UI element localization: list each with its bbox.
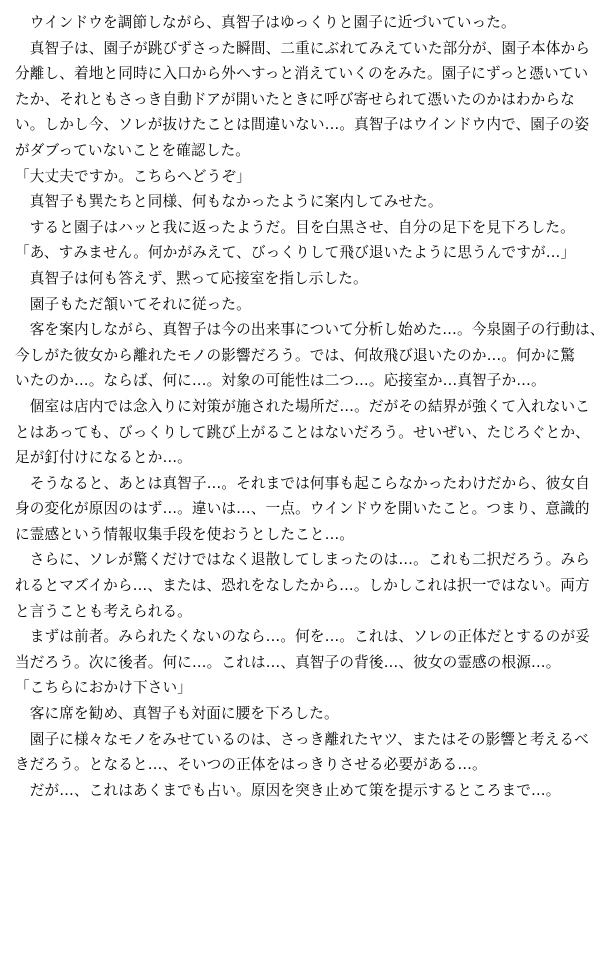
text-line: と言うことも考えられる。 (15, 602, 192, 620)
text-line: さらに、ソレが驚くだけではなく退散してしまったのは…。これも二択だろう。みら (15, 551, 591, 569)
text-line: たか、それともさっき自動ドアが開いたときに呼び寄せられて憑いたのかはわからな (15, 90, 575, 108)
text-line: 「こちらにおかけ下さい」 (15, 679, 192, 697)
text-line: そうなると、あとは真智子…。それまでは何事も起こらなかったわけだから、彼女自 (15, 474, 591, 492)
text-line: とはあっても、びっくりして跳び上がることはないだろう。せいぜい、たじろぐとか、 (15, 423, 590, 441)
text-line: 個室は店内では念入りに対策が施された場所だ…。だがその結界が強くて入れないこ (15, 397, 591, 415)
text-line: ウインドウを調節しながら、真智子はゆっくりと園子に近づいていった。 (15, 14, 516, 31)
text-line: 分離し、着地と同時に入口から外へすっと消えていくのをみた。園子にずっと憑いてい (15, 65, 589, 83)
text-line: 当だろう。次に後者。何に…。これは…、真智子の背後…、彼女の霊感の根源…。 (15, 653, 561, 671)
text-line: れるとマズイから…、または、恐れをなしたから…。しかしこれは択一ではない。両方 (15, 577, 590, 595)
text-line: 真智子は、園子が跳びずさった瞬間、二重にぶれてみえていた部分が、園子本体から (15, 39, 591, 57)
text-line: 「大丈夫ですか。こちらへどうぞ」 (15, 167, 251, 185)
text-line: 真智子は何も答えず、黙って応接室を指し示した。 (15, 269, 368, 287)
text-line: 身の変化が原因のはず…。違いは…、一点。ウインドウを開いたこと。つまり、意識的 (15, 500, 590, 518)
text-line: すると園子はハッと我に返ったようだ。目を白黒させ、自分の足下を見下ろした。 (15, 218, 575, 236)
text-line: 園子もただ頷いてそれに従った。 (15, 295, 251, 313)
text-line: 「あ、すみません。何かがみえて、びっくりして飛び退いたように思うんですが…」 (15, 244, 576, 262)
text-line: いたのか…。ならば、何に…。対象の可能性は二つ…。応接室か…真智子か…。 (15, 372, 546, 390)
text-line: きだろう。となると…、そいつの正体をはっきりさせる必要がある…。 (15, 756, 487, 774)
text-line: だが…、これはあくまでも占い。原因を突き止めて策を提示するところまで…。 (15, 781, 561, 799)
text-line: がダブっていないことを確認した。 (15, 141, 251, 159)
text-line: 足が釘付けになるとか…。 (15, 449, 192, 467)
text-line: 客に席を勧め、真智子も対面に腰を下ろした。 (15, 705, 339, 723)
text-line: に霊感という情報収集手段を使おうとしたこと…。 (15, 525, 355, 543)
text-line: まずは前者。みられたくないのなら…。何を…。これは、ソレの正体だとするのが妥 (15, 628, 591, 646)
text-line: い。しかし今、ソレが抜けたことは間違いない…。真智子はウインドウ内で、園子の姿 (15, 116, 590, 134)
text-line: 園子に様々なモノをみせているのは、さっき離れたヤツ、またはその影響と考えるべ (15, 730, 589, 748)
text-line: 真智子も巽たちと同様、何もなかったように案内してみせた。 (15, 193, 443, 211)
text-line: 客を案内しながら、真智子は今の出来事について分析し始めた…。今泉園子の行動は、 (15, 321, 605, 339)
text-line: 今しがた彼女から離れたモノの影響だろう。では、何故飛び退いたのか…。何かに驚 (15, 346, 576, 364)
